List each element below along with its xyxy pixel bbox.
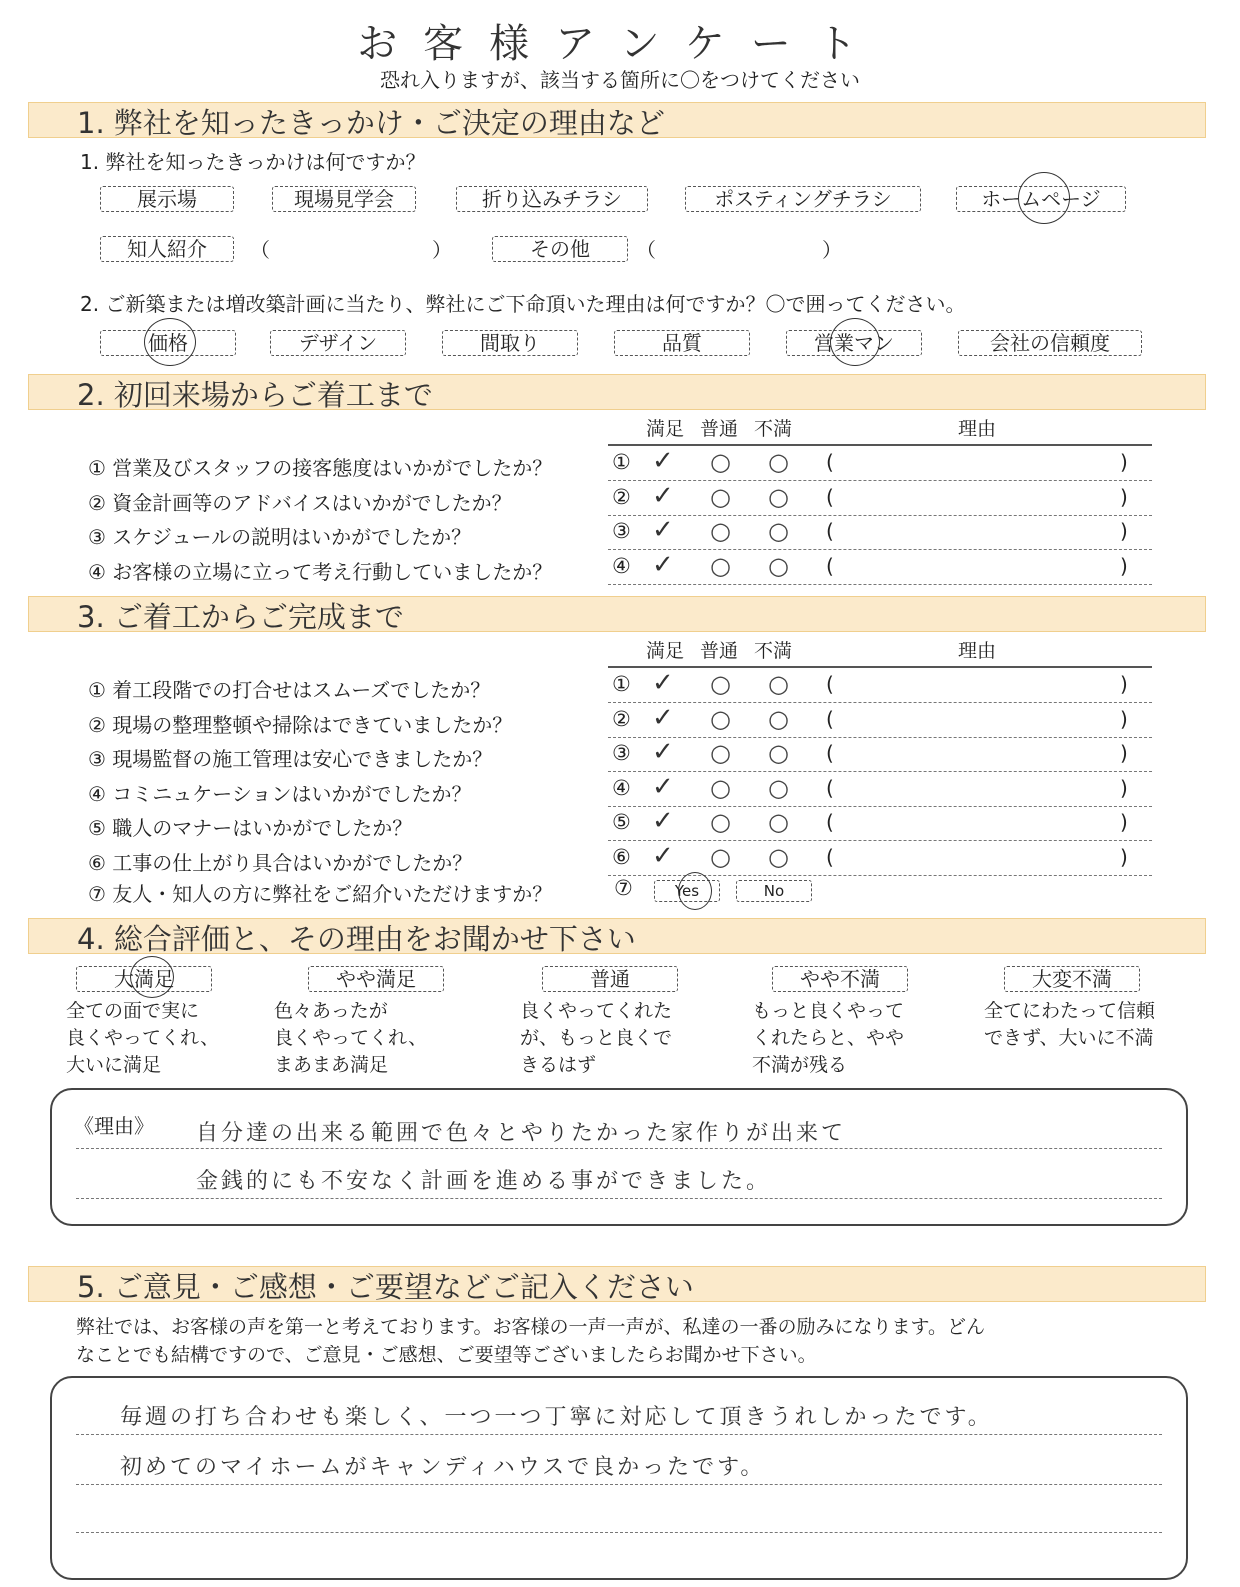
s3-row-number: ⑥ — [612, 844, 631, 869]
s2-row-number: ① — [612, 450, 631, 474]
option-somewhat-dissatisfied[interactable]: やや不満 — [772, 966, 908, 992]
dissatisfied-radio-icon[interactable]: ○ — [768, 551, 789, 580]
satisfied-check-icon[interactable]: ✓ — [652, 702, 674, 733]
reason-close-paren: ) — [1120, 553, 1128, 578]
option-homepage[interactable]: ホームページ — [956, 186, 1126, 212]
reason-line-2: 金銭的にも不安なく計画を進める事ができました。 — [196, 1169, 772, 1194]
q7-number: ⑦ — [614, 876, 633, 900]
level-description: 色々あったが 良くやってくれ、 まあまあ満足 — [274, 1000, 428, 1076]
section-2-header: 2. 初回来場からご着工まで — [28, 374, 1206, 410]
q1-question: 1. 弊社を知ったきっかけは何ですか？ — [80, 150, 426, 174]
option-exhibition[interactable]: 展示場 — [100, 186, 234, 212]
section-3-header: 3. ご着工からご完成まで — [28, 596, 1206, 632]
row-divider — [608, 549, 1152, 550]
dissatisfied-radio-icon[interactable]: ○ — [768, 704, 789, 733]
paren-close: ） — [432, 238, 452, 262]
satisfied-check-icon[interactable]: ✓ — [652, 446, 674, 476]
reason-close-paren: ) — [1120, 706, 1128, 731]
option-no[interactable]: No — [736, 880, 812, 902]
option-somewhat-satisfied[interactable]: やや満足 — [308, 966, 444, 992]
dissatisfied-radio-icon[interactable]: ○ — [768, 808, 789, 836]
dissatisfied-radio-icon[interactable]: ○ — [768, 739, 789, 767]
header-reason: 理由 — [958, 418, 997, 440]
dissatisfied-radio-icon[interactable]: ○ — [768, 482, 789, 511]
normal-radio-icon[interactable]: ○ — [710, 704, 731, 733]
s3-question: ⑤ 職人のマナーはいかがでしたか？ — [88, 816, 413, 840]
satisfied-check-icon[interactable]: ✓ — [652, 771, 674, 802]
selection-circle-very-satisfied — [130, 956, 174, 998]
s2-row-number: ④ — [612, 553, 631, 578]
satisfied-check-icon[interactable]: ✓ — [652, 480, 674, 511]
reason-open-paren: ( — [826, 672, 834, 696]
dissatisfied-radio-icon[interactable]: ○ — [768, 448, 789, 476]
s2-question: ① 営業及びスタッフの接客態度はいかがでしたか？ — [88, 456, 553, 480]
reason-open-paren: ( — [826, 810, 834, 834]
s3-question: ⑥ 工事の仕上がり具合はいかがでしたか？ — [88, 850, 473, 875]
option-price[interactable]: 価格 — [100, 330, 236, 356]
normal-radio-icon[interactable]: ○ — [710, 739, 731, 767]
section-1-header: 1. 弊社を知ったきっかけ・ご決定の理由など — [28, 102, 1206, 138]
option-reliability[interactable]: 会社の信頼度 — [958, 330, 1142, 356]
table-rule — [608, 666, 1152, 668]
option-yes[interactable]: Yes — [654, 880, 720, 902]
row-divider — [608, 480, 1152, 481]
normal-radio-icon[interactable]: ○ — [710, 448, 731, 476]
s3-row-number: ③ — [612, 741, 631, 765]
dissatisfied-radio-icon[interactable]: ○ — [768, 842, 789, 871]
reason-open-paren: ( — [826, 844, 834, 869]
reason-close-paren: ) — [1120, 741, 1128, 765]
reason-close-paren: ) — [1120, 484, 1128, 509]
section-5-header: 5. ご意見・ご感想・ご要望などご記入ください — [28, 1266, 1206, 1302]
option-layout[interactable]: 間取り — [442, 330, 578, 356]
row-divider — [608, 840, 1152, 841]
s3-row-number: ⑤ — [612, 810, 631, 834]
header-normal: 普通 — [700, 640, 739, 662]
s3-question: ② 現場の整理整頓や掃除はできていましたか？ — [88, 712, 513, 737]
paren-open: （ — [636, 238, 656, 262]
writing-line — [76, 1532, 1162, 1533]
reason-open-paren: ( — [826, 450, 834, 474]
s3-row-number: ① — [612, 672, 631, 696]
header-reason: 理由 — [958, 640, 997, 662]
s3-question: ① 着工段階での打合せはスムーズでしたか？ — [88, 678, 491, 702]
dissatisfied-radio-icon[interactable]: ○ — [768, 670, 789, 698]
satisfied-check-icon[interactable]: ✓ — [652, 840, 674, 871]
s3-row-number: ④ — [612, 775, 631, 800]
reason-label: 《理由》 — [74, 1114, 154, 1138]
satisfied-check-icon[interactable]: ✓ — [652, 737, 674, 767]
selection-circle-price — [144, 318, 196, 366]
reason-close-paren: ) — [1120, 672, 1128, 696]
dissatisfied-radio-icon[interactable]: ○ — [768, 773, 789, 802]
paren-open: （ — [250, 238, 270, 262]
reason-close-paren: ) — [1120, 519, 1128, 543]
s3-question: ④ コミニュケーションはいかがでしたか？ — [88, 781, 472, 806]
option-very-dissatisfied[interactable]: 大変不満 — [1004, 966, 1140, 992]
header-dissatisfied: 不満 — [754, 418, 793, 440]
satisfied-check-icon[interactable]: ✓ — [652, 806, 674, 836]
reason-close-paren: ) — [1120, 450, 1128, 474]
reason-close-paren: ) — [1120, 775, 1128, 800]
writing-line — [76, 1484, 1162, 1485]
table-rule — [608, 444, 1152, 446]
comment-line-1: 毎週の打ち合わせも楽しく、一つ一つ丁寧に対応して頂きうれしかったです。 — [120, 1405, 993, 1430]
reason-open-paren: ( — [826, 553, 834, 578]
option-other[interactable]: その他 — [492, 236, 628, 262]
q7-question: ⑦ 友人・知人の方に弊社をご紹介いただけますか？ — [88, 882, 553, 906]
option-very-satisfied[interactable]: 大満足 — [76, 966, 212, 992]
writing-line — [76, 1148, 1162, 1149]
level-description: もっと良くやって くれたらと、やや 不満が残る — [752, 1000, 905, 1076]
satisfied-check-icon[interactable]: ✓ — [652, 549, 674, 580]
s2-row-number: ③ — [612, 519, 631, 543]
header-dissatisfied: 不満 — [754, 640, 793, 662]
paren-close: ） — [822, 238, 842, 262]
row-divider — [608, 806, 1152, 807]
satisfied-check-icon[interactable]: ✓ — [652, 515, 674, 545]
header-satisfied: 満足 — [646, 418, 685, 440]
normal-radio-icon[interactable]: ○ — [710, 808, 731, 836]
reason-open-paren: ( — [826, 775, 834, 800]
option-referral[interactable]: 知人紹介 — [100, 236, 234, 262]
header-normal: 普通 — [700, 418, 739, 440]
row-divider — [608, 515, 1152, 516]
reason-open-paren: ( — [826, 519, 834, 543]
s5-intro-line-2: なことでも結構ですので、ご意見・ご感想、ご要望等ございましたらお聞かせ下さい。 — [76, 1344, 817, 1366]
writing-line — [76, 1198, 1162, 1199]
normal-radio-icon[interactable]: ○ — [710, 773, 731, 802]
section-4-header: 4. 総合評価と、その理由をお聞かせ下さい — [28, 918, 1206, 954]
s5-intro-line-1: 弊社では、お客様の声を第一と考えております。お客様の一声一声が、私達の一番の励みになります。どん — [76, 1316, 985, 1338]
s2-question: ② 資金計画等のアドバイスはいかがでしたか？ — [88, 490, 512, 515]
level-description: 全ての面で実に 良くやってくれ、 大いに満足 — [66, 1000, 220, 1076]
selection-circle-yes — [678, 872, 712, 910]
selection-circle-homepage — [1018, 172, 1070, 224]
comment-line-2: 初めてのマイホームがキャンディハウスで良かったです。 — [120, 1455, 766, 1480]
header-satisfied: 満足 — [646, 640, 685, 662]
level-description: 良くやってくれた が、もっと良くで きるはず — [520, 1000, 673, 1076]
row-divider — [608, 702, 1152, 703]
s3-row-number: ② — [612, 706, 631, 731]
satisfied-check-icon[interactable]: ✓ — [652, 668, 674, 698]
writing-line — [76, 1434, 1162, 1435]
s2-question: ④ お客様の立場に立って考え行動していましたか？ — [88, 559, 553, 584]
option-flyer[interactable]: 折り込みチラシ — [456, 186, 648, 212]
row-divider — [608, 737, 1152, 738]
level-description: 全てにわたって信頼 できず、大いに不満 — [984, 1000, 1156, 1049]
selection-circle-salesperson — [830, 318, 880, 366]
normal-radio-icon[interactable]: ○ — [710, 482, 731, 511]
s3-question: ③ 現場監督の施工管理は安心できましたか？ — [88, 747, 493, 771]
option-quality[interactable]: 品質 — [614, 330, 750, 356]
row-divider — [608, 771, 1152, 772]
dissatisfied-radio-icon[interactable]: ○ — [768, 517, 789, 545]
s2-question: ③ スケジュールの説明はいかがでしたか？ — [88, 525, 472, 549]
s2-row-number: ② — [612, 484, 631, 509]
reason-line-1: 自分達の出来る範囲で色々とやりたかった家作りが出来て — [196, 1121, 847, 1146]
normal-radio-icon[interactable]: ○ — [710, 517, 731, 545]
option-salesperson[interactable]: 営業マン — [786, 330, 922, 356]
reason-open-paren: ( — [826, 706, 834, 731]
option-site-tour[interactable]: 現場見学会 — [272, 186, 416, 212]
q2-question: 2. ご新築または増改築計画に当たり、弊社にご下命頂いた理由は何ですか？〇で囲ってください。 — [80, 292, 966, 316]
normal-radio-icon[interactable]: ○ — [710, 842, 731, 871]
reason-close-paren: ) — [1120, 844, 1128, 869]
page-title: お客様アンケート — [357, 21, 883, 67]
reason-open-paren: ( — [826, 484, 834, 509]
normal-radio-icon[interactable]: ○ — [710, 670, 731, 698]
normal-radio-icon[interactable]: ○ — [710, 551, 731, 580]
reason-box[interactable] — [50, 1088, 1188, 1226]
reason-close-paren: ) — [1120, 810, 1128, 834]
option-design[interactable]: デザイン — [270, 330, 406, 356]
option-neutral[interactable]: 普通 — [542, 966, 678, 992]
page-subtitle: 恐れ入りますが、該当する箇所に〇をつけてください — [380, 68, 860, 92]
reason-open-paren: ( — [826, 741, 834, 765]
option-posting-flyer[interactable]: ポスティングチラシ — [685, 186, 921, 212]
row-divider — [608, 584, 1152, 585]
